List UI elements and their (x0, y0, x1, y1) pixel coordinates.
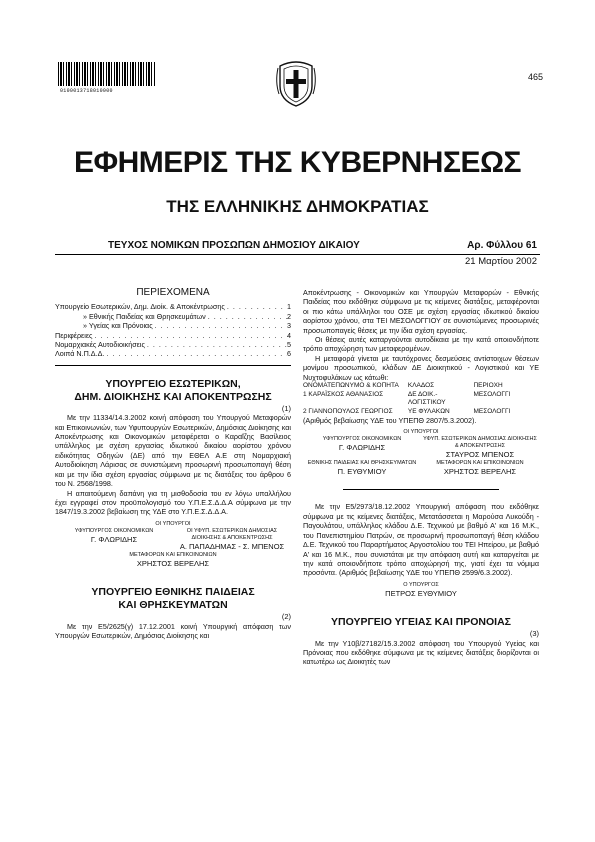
decision-text: Με την 11334/14.3.2002 κοινή απόφαση του Υπουργού Μεταφορών και Επικοινωνιών, των Υφυπουργών Εσωτερικών, Δημόσιας Διοίκησης και Αποκέντρωσης και Οικονομικών μεταφέρεται ο Καραΐζης Βασίλειος υπάλληλος με σχέση εργασίας ιδιωτικού δικαίου αορίστου χρόνου ειδικότητας Οδηγών (ΔΕ) από την ΕΘΕΛ Α.Ε στη Νομαρχιακή Αυτοδιοίκηση Λάρισας σε συνιστώμενη προσωρινή προσωποπαγή θέση και με την ίδια σχέση εργασίας σύμφωνα με τις διατάξεις του άρθρου 6 του Ν. 2568/1998. (55, 413, 291, 489)
table-note: (Αριθμός βεβαίωσης ΥΔΕ του ΥΠΕΠΘ 2807/5.3.2002). (303, 416, 477, 426)
toc-item[interactable]: Λοιπά Ν.Π.Δ.Δ. . . . 6 (55, 349, 291, 358)
signature-name: ΠΕΤΡΟΣ ΕΥΘΥΜΙΟΥ (385, 588, 457, 598)
table-row: 2 ΓΙΑΝΝΟΠΟΥΛΟΣ ΓΕΩΡΓΙΟΣ (303, 407, 393, 415)
toc-item[interactable]: Νομαρχιακές Αυτοδιοικήσεις . . . 5 (55, 340, 291, 349)
decision-ref: (2) (281, 612, 291, 622)
signature-name: ΧΡΗΣΤΟΣ ΒΕΡΕΛΗΣ (136, 558, 210, 568)
divider (55, 365, 291, 366)
toc-item[interactable]: Υπουργείο Εσωτερικών, Δημ. Διοίκ. & Αποκέντρωσης . . . 1 (55, 302, 291, 311)
signatures-header: Ο ΥΠΟΥΡΓΟΣ (403, 581, 439, 588)
right-column (303, 288, 539, 667)
decision-text: Η απαιτούμενη δαπάνη για τη μισθοδοσία του εν λόγω υπαλλήλου έχει εγγραφεί στον προϋπολογισμό του Υ.Π.Ε.Σ.Δ.Δ.Α σύμφωνα με την 1847/19.3.2002 βεβαίωση της ΥΔΕ στο Υ.Π.Ε.Σ.Δ.Δ.Α. (55, 488, 291, 517)
divider (343, 489, 499, 490)
barcode (58, 62, 156, 86)
decision-text: Αποκέντρωσης - Οικονομικών και Υπουργών Μεταφορών - Εθνικής Παιδείας που εκδόθηκε σύμφωνα με τις κείμενες διατάξεις, μεταφέρονται οι πιο κάτω υπάλληλοι του ΟΣΕ με σχέση εργασίας ιδιωτικού δικαίου αορίστου χρόνου, στα ΤΕΙ ΜΕΣΟΛΟΓΓΙΟΥ σε συνιστώμενες προσωρινές προσωποπαγείς θέσεις με την ίδια σχέση εργασίας. (303, 288, 539, 335)
decision-text: Η μεταφορά γίνεται με ταυτόχρονες δεσμεύσεις αντίστοιχων θέσεων μονίμου προσωπικού, κλάδων ΔΕ Διοικητικού - Λογιστικού και ΥΕ Νυχτοφυλάκων ως κάτωθι: (303, 353, 539, 382)
gazette-title: ΕΦΗΜΕΡΙΣ ΤΗΣ ΚΥΒΕΡΝΗΣΕΩΣ (73, 146, 522, 179)
decision-text: Οι θέσεις αυτές καταργούνται αυτοδίκαια με την κατά οποιονδήποτε τρόπο αποχώρηση των μεταφερομένων. (303, 335, 539, 354)
issue-series: ΤΕΥΧΟΣ ΝΟΜΙΚΩΝ ΠΡΟΣΩΠΩΝ ΔΗΜΟΣΙΟΥ ΔΙΚΑΙΟΥ (108, 240, 360, 251)
signature-title: ΜΕΤΑΦΟΡΩΝ ΚΑΙ ΕΠΙΚΟΙΝΩΝΙΩΝ (129, 551, 217, 558)
issue-date: 21 Μαρτίου 2002 (465, 256, 537, 267)
left-column (55, 288, 291, 640)
header-rule (55, 254, 540, 255)
gazette-subtitle: ΤΗΣ ΕΛΛΗΝΙΚΗΣ ΔΗΜΟΚΡΑΤΙΑΣ (166, 197, 429, 216)
table-row: 1 ΚΑΡΑΪΣΚΟΣ ΑΘΑΝΑΣΙΟΣ (303, 390, 384, 398)
signatures-header: ΟΙ ΥΠΟΥΡΓΟΙ (155, 520, 191, 527)
section-ministry-health (303, 616, 539, 667)
toc-item[interactable]: » Εθνικής Παιδείας και Θρησκευμάτων . . . 2 (55, 312, 291, 321)
signatures: ΥΦΥΠΟΥΡΓΟΣ ΟΙΚΟΝΟΜΙΚΩΝ Γ. ΦΛΩΡΙΔΗΣ ΟΙ ΥΦΥΠ. ΕΣΩΤΕΡΙΚΩΝ ΔΗΜΟΣΙΑΣ ΔΙΟΙΚΗΣΗΣ & ΑΠΟΚΕΝΤΡΩΣΗΣ Α. ΠΑΠΑΔΗΜΑΣ - Σ. ΜΠΕΝΟΣ (74, 527, 285, 551)
staff-table: ΟΝΟΜΑΤΕΠΩΝΥΜΟ & ΚΟΠΗΤΑ ΚΛΑΔΟΣ ΠΕΡΙΟΧΗ 1 ΚΑΡΑΪΣΚΟΣ ΑΘΑΝΑΣΙΟΣ ΔΕ ΔΟΙΚ.-ΛΟΓΙΣΤΙΚΟΥ ΜΕΣΟΛΟΓΓΙ 2 ΓΙΑΝΝΟΠΟΥΛΟΣ ΓΕΩΡΓΙΟΣ ΥΕ ΦΥΛΑΚΩΝ ΜΕΣΟΛΟΓΓΙ (303, 382, 511, 415)
section-heading: ΔΗΜ. ΔΙΟΙΚΗΣΗΣ ΚΑΙ ΑΠΟΚΕΝΤΡΩΣΗΣ (74, 390, 272, 403)
decision-text: Με την Υ10β/27182/15.3.2002 απόφαση του Υπουργού Υγείας και Πρόνοιας που εκδόθηκε σύμφωνα με τις κείμενες διατάξεις διορίζονται οι κατωτέρω ως Διοικητές των (303, 638, 539, 667)
signatures-header: ΟΙ ΥΠΟΥΡΓΟΙ (403, 429, 439, 436)
toc-heading: ΠΕΡΙΕΧΟΜΕΝΑ (136, 287, 210, 298)
section-heading: ΥΠΟΥΡΓΕΙΟ ΕΣΩΤΕΡΙΚΩΝ, (105, 377, 241, 390)
toc-item[interactable]: Περιφέρειες . . . 4 (55, 331, 291, 340)
decision-text: Με την Ε5/2973/18.12.2002 Υπουργική απόφαση που εκδόθηκε σύμφωνα με τις κείμενες διατάξεις, Μετατάσσεται η Μαρούσα Λυκούδη - Παγουλάτου, υπάλληλος κλάδου Δ.Ε. Τεχνικού με βαθμό Α' και 16 Μ.Κ., του Πανεπιστημίου Πατρών, σε προσωρινή προσωποπαγή θέση κλάδου Δ.Ε. Τεχνικού του Παραρτήματος Αργοστολίου του ΤΕΙ Ηπείρου, με βαθμό Α' και 16 Μ.Κ., που συνιστάται με την απόφαση αυτή και καταργείται με την κατά οποιονδήποτε τρόπο αποχώρησή της, γιατί έχει τα νόμιμα προσόντα. (Αριθμός βεβαίωσης ΥΔΕ του ΥΠΕΠΘ 2599/6.3.2002). (303, 502, 539, 578)
barcode-number: 0100013718010000 (60, 88, 113, 94)
section-ministry-education (55, 586, 291, 640)
section-ministry-interior (55, 378, 291, 568)
page-number: 465 (527, 72, 543, 82)
decision-ref: (1) (281, 403, 291, 413)
issue-number: Αρ. Φύλλου 61 (467, 240, 537, 251)
section-heading: ΚΑΙ ΘΡΗΣΚΕΥΜΑΤΩΝ (118, 599, 228, 612)
section-heading: ΥΠΟΥΡΓΕΙΟ ΥΓΕΙΑΣ ΚΑΙ ΠΡΟΝΟΙΑΣ (331, 616, 511, 629)
decision-text: Με την Ε5/2625(γ) 17.12.2001 κοινή Υπουργική απόφαση των Υπουργών Εσωτερικών, Δημόσιας Διοίκησης και (55, 621, 291, 640)
decision-ref: (3) (529, 629, 539, 639)
signatures: ΥΦΥΠΟΥΡΓΟΣ ΟΙΚΟΝΟΜΙΚΩΝ Γ. ΦΛΩΡΙΔΗΣ ΥΦΥΠ. ΕΣΩΤΕΡΙΚΩΝ ΔΗΜΟΣΙΑΣ ΔΙΟΙΚΗΣΗΣ & ΑΠΟΚΕΝΤΡΩΣΗΣ ΣΤΑΥΡΟΣ ΜΠΕΝΟΣ ΕΘΝΙΚΗΣ ΠΑΙΔΕΙΑΣ ΚΑΙ ΘΡΗΣΚΕΥΜΑΤΩΝ Π. ΕΥΘΥΜΙΟΥ ΜΕΤΑΦΟΡΩΝ ΚΑΙ ΕΠΙΚΟΙΝΩΝΙΩΝ ΧΡΗΣΤΟΣ ΒΕΡΕΛΗΣ (307, 436, 537, 477)
section-heading: ΥΠΟΥΡΓΕΙΟ ΕΘΝΙΚΗΣ ΠΑΙΔΕΙΑΣ (91, 586, 255, 599)
greek-emblem-icon (274, 56, 318, 108)
toc-item[interactable]: » Υγείας και Πρόνοιας . . . 3 (55, 321, 291, 330)
